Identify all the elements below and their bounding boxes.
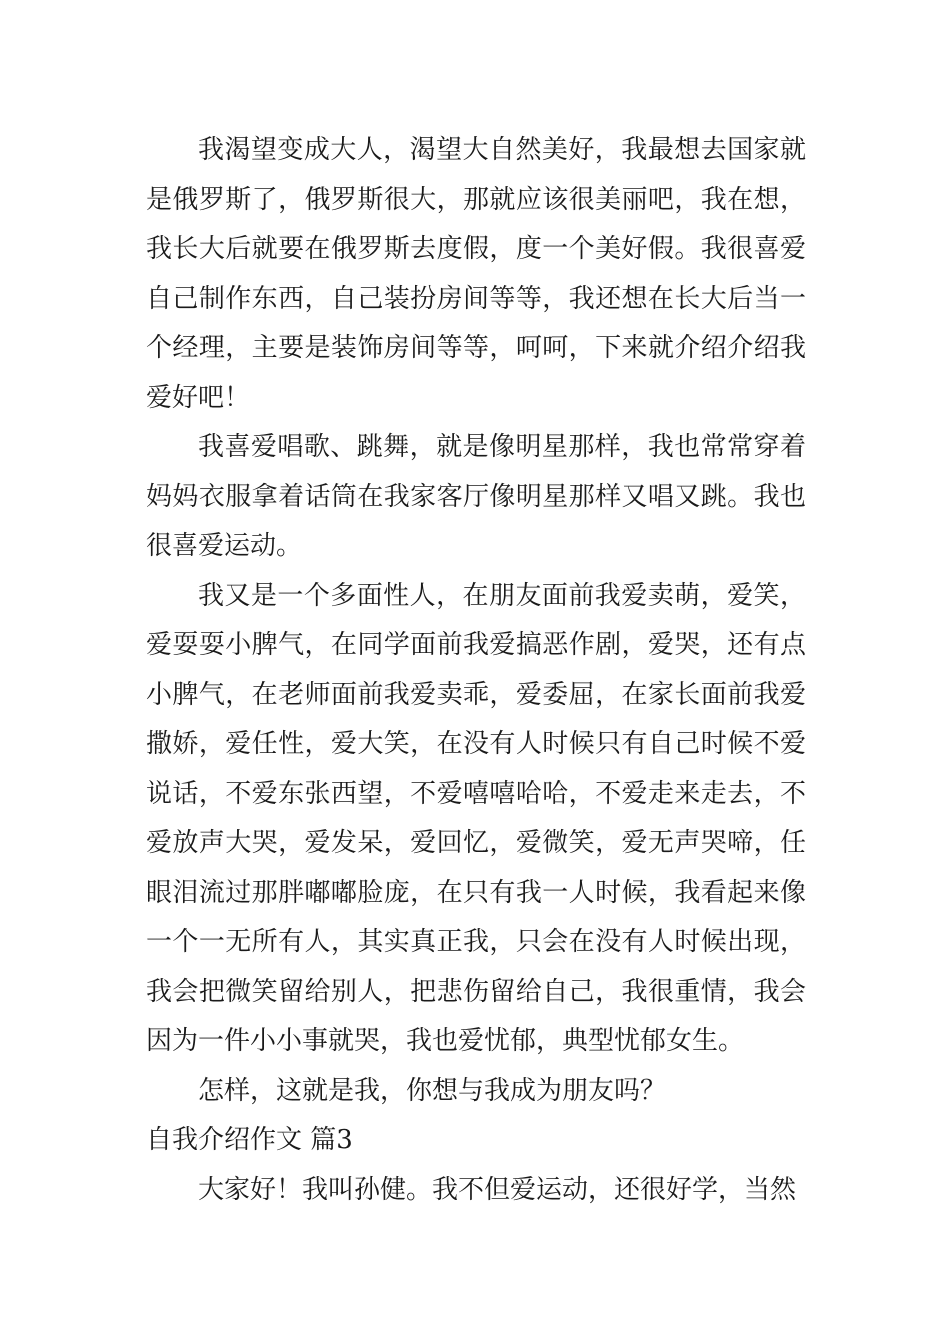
paragraph-intro: 大家好！我叫孙健。我不但爱运动，还很好学，当然 — [198, 1174, 797, 1205]
section-heading: 自我介绍作文 篇3 — [146, 1125, 353, 1155]
paragraph-question: 怎样，这就是我，你想与我成为朋友吗？ — [198, 1075, 667, 1106]
paragraph-hobbies: 我喜爱唱歌、跳舞，就是像明星那样，我也常常穿着妈妈衣服拿着话筒在我家客厅像明星那样又唱又跳。我也很喜爱运动。 — [146, 432, 806, 561]
paragraph-personality: 我又是一个多面性人，在朋友面前我爱卖萌，爱笑，爱耍耍小脾气，在同学面前我爱搞恶作剧，爱哭，还有点小脾气，在老师面前我爱卖乖，爱委屈，在家长面前我爱撒娇，爱任性，爱大笑，在没有人时候只有自己时候不爱说话，不爱东张西望，不爱嘻嘻哈哈，不爱走来走去，不爱放声大哭，爱发呆，爱回忆，爱微笑，爱无声哭啼，任眼泪流过那胖嘟嘟脸庞，在只有我一人时候，我看起来像一个一无所有人，其实真正我，只会在没有人时候出现，我会把微笑留给别人，把悲伤留给自己，我很重情，我会因为一件小小事就哭，我也爱忧郁，典型忧郁女生。 — [146, 580, 806, 1056]
document-body — [146, 126, 806, 1215]
paragraph-dream: 我渴望变成大人，渴望大自然美好，我最想去国家就是俄罗斯了，俄罗斯很大，那就应该很美丽吧，我在想，我长大后就要在俄罗斯去度假，度一个美好假。我很喜爱自己制作东西，自己装扮房间等等，我还想在长大后当一个经理，主要是装饰房间等等，呵呵，下来就介绍介绍我爱好吧！ — [146, 135, 806, 413]
